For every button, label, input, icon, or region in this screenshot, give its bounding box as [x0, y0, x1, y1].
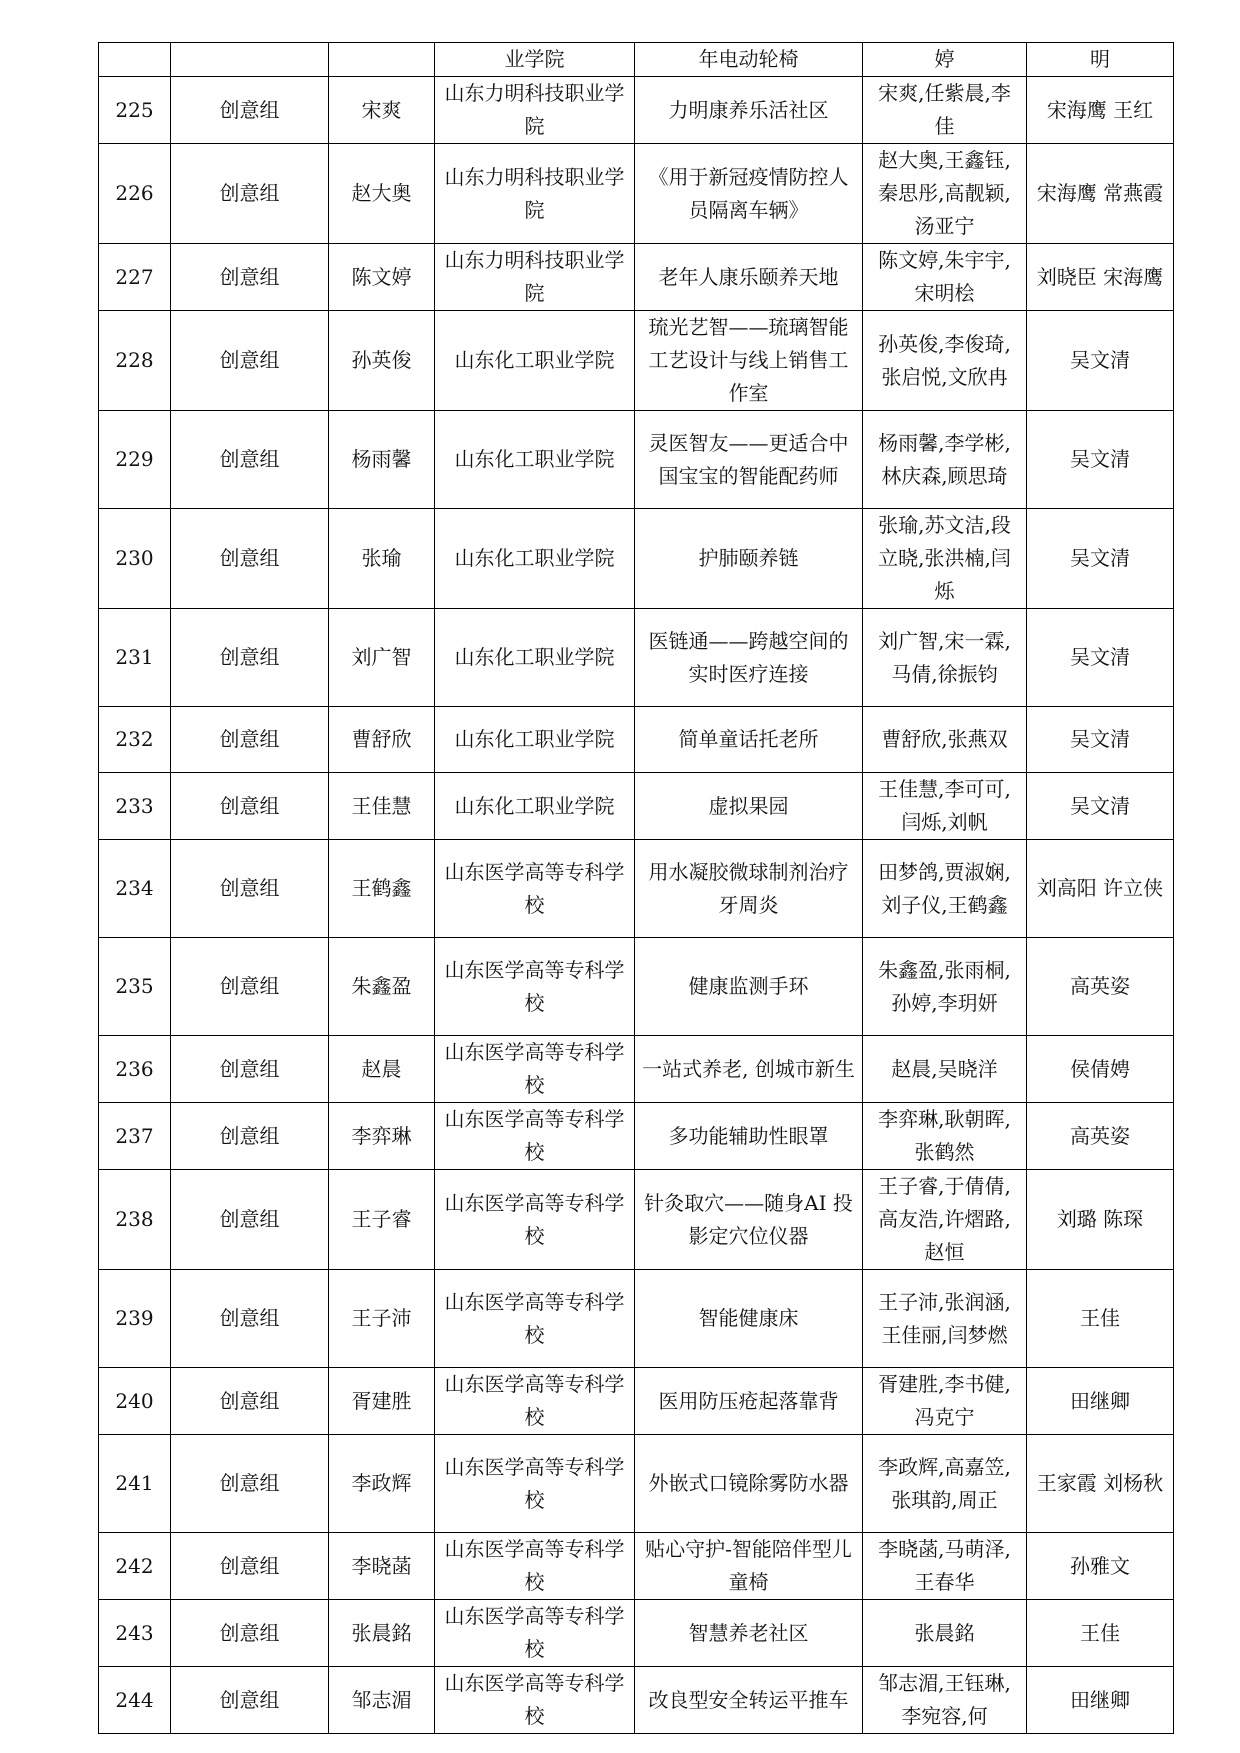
table-row: [99, 244, 1174, 311]
cell-advisor: 孙雅文: [1027, 1533, 1174, 1600]
cell-leader: [329, 43, 435, 77]
table-row: [99, 609, 1174, 707]
cell-leader: 王子沛: [329, 1270, 435, 1368]
cell-group: 创意组: [171, 1435, 329, 1533]
cell-school: 山东医学高等专科学校: [435, 1368, 635, 1435]
cell-leader: 李晓菡: [329, 1533, 435, 1600]
cell-project: 贴心守护-智能陪伴型儿童椅: [635, 1533, 863, 1600]
cell-advisor: 田继卿: [1027, 1368, 1174, 1435]
cell-advisor: 明: [1027, 43, 1174, 77]
cell-leader: 曹舒欣: [329, 707, 435, 773]
cell-project: 智慧养老社区: [635, 1600, 863, 1667]
cell-group: 创意组: [171, 411, 329, 509]
cell-members: 孙英俊,李俊琦,张启悦,文欣冉: [863, 311, 1027, 411]
table-row: [99, 840, 1174, 938]
cell-members: 田梦鸽,贾淑娴,刘子仪,王鹤鑫: [863, 840, 1027, 938]
cell-project: 健康监测手环: [635, 938, 863, 1036]
cell-group: [171, 43, 329, 77]
cell-leader: 张晨銘: [329, 1600, 435, 1667]
cell-project: 力明康养乐活社区: [635, 77, 863, 144]
cell-project: 《用于新冠疫情防控人员隔离车辆》: [635, 144, 863, 244]
cell-leader: 陈文婷: [329, 244, 435, 311]
cell-advisor: 吴文清: [1027, 311, 1174, 411]
cell-leader: 宋爽: [329, 77, 435, 144]
cell-members: 胥建胜,李书健,冯克宁: [863, 1368, 1027, 1435]
cell-school: 山东医学高等专科学校: [435, 1170, 635, 1270]
cell-num: 239: [99, 1270, 171, 1368]
cell-leader: 刘广智: [329, 609, 435, 707]
cell-school: 山东医学高等专科学校: [435, 1270, 635, 1368]
cell-leader: 孙英俊: [329, 311, 435, 411]
cell-advisor: 王佳: [1027, 1600, 1174, 1667]
cell-num: 226: [99, 144, 171, 244]
cell-leader: 杨雨馨: [329, 411, 435, 509]
table-row: [99, 509, 1174, 609]
cell-members: 李弈琳,耿朝晖,张鹤然: [863, 1103, 1027, 1170]
cell-members: 曹舒欣,张燕双: [863, 707, 1027, 773]
cell-project: 琉光艺智——琉璃智能工艺设计与线上销售工作室: [635, 311, 863, 411]
cell-num: 225: [99, 77, 171, 144]
table-row: [99, 1600, 1174, 1667]
cell-advisor: 田继卿: [1027, 1667, 1174, 1734]
cell-school: 山东化工职业学院: [435, 707, 635, 773]
cell-school: 山东医学高等专科学校: [435, 938, 635, 1036]
cell-group: 创意组: [171, 311, 329, 411]
cell-group: 创意组: [171, 773, 329, 840]
table-row: [99, 311, 1174, 411]
cell-school: 山东化工职业学院: [435, 509, 635, 609]
cell-group: 创意组: [171, 1600, 329, 1667]
cell-advisor: 高英姿: [1027, 1103, 1174, 1170]
table-row: [99, 1270, 1174, 1368]
cell-num: 232: [99, 707, 171, 773]
cell-school: 山东力明科技职业学院: [435, 144, 635, 244]
cell-num: 236: [99, 1036, 171, 1103]
cell-num: [99, 43, 171, 77]
cell-advisor: 吴文清: [1027, 509, 1174, 609]
cell-group: 创意组: [171, 609, 329, 707]
cell-advisor: 王佳: [1027, 1270, 1174, 1368]
cell-leader: 王佳慧: [329, 773, 435, 840]
cell-leader: 张瑜: [329, 509, 435, 609]
cell-school: 山东医学高等专科学校: [435, 1103, 635, 1170]
cell-school: 山东化工职业学院: [435, 609, 635, 707]
cell-group: 创意组: [171, 840, 329, 938]
cell-school: 业学院: [435, 43, 635, 77]
cell-num: 241: [99, 1435, 171, 1533]
cell-project: 多功能辅助性眼罩: [635, 1103, 863, 1170]
cell-num: 240: [99, 1368, 171, 1435]
table-row: [99, 77, 1174, 144]
cell-school: 山东力明科技职业学院: [435, 77, 635, 144]
cell-leader: 胥建胜: [329, 1368, 435, 1435]
cell-advisor: 侯倩娉: [1027, 1036, 1174, 1103]
cell-members: 李晓菡,马萌泽,王春华: [863, 1533, 1027, 1600]
cell-advisor: 刘璐 陈琛: [1027, 1170, 1174, 1270]
cell-members: 赵大奥,王鑫钰,秦思彤,高靓颖,汤亚宁: [863, 144, 1027, 244]
cell-leader: 王子睿: [329, 1170, 435, 1270]
cell-members: 邹志湄,王钰琳,李宛容,何: [863, 1667, 1027, 1734]
cell-project: 简单童话托老所: [635, 707, 863, 773]
table-row: [99, 707, 1174, 773]
cell-group: 创意组: [171, 1103, 329, 1170]
cell-members: 张瑜,苏文洁,段立晓,张洪楠,闫烁: [863, 509, 1027, 609]
table-row: [99, 144, 1174, 244]
cell-advisor: 高英姿: [1027, 938, 1174, 1036]
table-row: [99, 1435, 1174, 1533]
cell-school: 山东化工职业学院: [435, 311, 635, 411]
cell-group: 创意组: [171, 1667, 329, 1734]
cell-school: 山东医学高等专科学校: [435, 1533, 635, 1600]
cell-leader: 赵晨: [329, 1036, 435, 1103]
cell-project: 年电动轮椅: [635, 43, 863, 77]
cell-project: 灵医智友——更适合中国宝宝的智能配药师: [635, 411, 863, 509]
cell-school: 山东医学高等专科学校: [435, 1600, 635, 1667]
cell-advisor: 宋海鹰 王红: [1027, 77, 1174, 144]
cell-group: 创意组: [171, 144, 329, 244]
cell-project: 智能健康床: [635, 1270, 863, 1368]
cell-num: 229: [99, 411, 171, 509]
table-row: [99, 411, 1174, 509]
cell-members: 李政辉,高嘉笠,张琪韵,周正: [863, 1435, 1027, 1533]
cell-num: 233: [99, 773, 171, 840]
table-row: [99, 1170, 1174, 1270]
cell-num: 238: [99, 1170, 171, 1270]
cell-num: 235: [99, 938, 171, 1036]
cell-school: 山东医学高等专科学校: [435, 1036, 635, 1103]
cell-members: 朱鑫盈,张雨桐,孙婷,李玥妍: [863, 938, 1027, 1036]
cell-group: 创意组: [171, 1533, 329, 1600]
table-row: [99, 773, 1174, 840]
cell-num: 242: [99, 1533, 171, 1600]
cell-leader: 赵大奥: [329, 144, 435, 244]
cell-project: 虚拟果园: [635, 773, 863, 840]
cell-project: 改良型安全转运平推车: [635, 1667, 863, 1734]
cell-group: 创意组: [171, 244, 329, 311]
table-row: [99, 1103, 1174, 1170]
cell-advisor: 吴文清: [1027, 609, 1174, 707]
cell-num: 227: [99, 244, 171, 311]
cell-members: 王子睿,于倩倩,高友浩,许熠路,赵恒: [863, 1170, 1027, 1270]
cell-project: 医用防压疮起落靠背: [635, 1368, 863, 1435]
cell-num: 244: [99, 1667, 171, 1734]
cell-members: 赵晨,吴晓洋: [863, 1036, 1027, 1103]
cell-leader: 李政辉: [329, 1435, 435, 1533]
cell-advisor: 刘晓臣 宋海鹰: [1027, 244, 1174, 311]
cell-num: 228: [99, 311, 171, 411]
cell-leader: 李弈琳: [329, 1103, 435, 1170]
cell-project: 外嵌式口镜除雾防水器: [635, 1435, 863, 1533]
cell-num: 231: [99, 609, 171, 707]
cell-project: 用水凝胶微球制剂治疗牙周炎: [635, 840, 863, 938]
cell-leader: 邹志湄: [329, 1667, 435, 1734]
cell-num: 243: [99, 1600, 171, 1667]
cell-advisor: 吴文清: [1027, 411, 1174, 509]
cell-members: 刘广智,宋一霖,马倩,徐振钧: [863, 609, 1027, 707]
cell-group: 创意组: [171, 77, 329, 144]
cell-advisor: 刘高阳 许立侠: [1027, 840, 1174, 938]
table-row-continued: [99, 43, 1174, 77]
cell-num: 230: [99, 509, 171, 609]
cell-group: 创意组: [171, 1368, 329, 1435]
cell-school: 山东医学高等专科学校: [435, 840, 635, 938]
cell-members: 宋爽,任紫晨,李佳: [863, 77, 1027, 144]
cell-school: 山东力明科技职业学院: [435, 244, 635, 311]
cell-group: 创意组: [171, 707, 329, 773]
cell-members: 王佳慧,李可可,闫烁,刘帆: [863, 773, 1027, 840]
cell-project: 医链通——跨越空间的实时医疗连接: [635, 609, 863, 707]
cell-advisor: 王家霞 刘杨秋: [1027, 1435, 1174, 1533]
cell-advisor: 吴文清: [1027, 773, 1174, 840]
cell-project: 一站式养老, 创城市新生: [635, 1036, 863, 1103]
cell-advisor: 宋海鹰 常燕霞: [1027, 144, 1174, 244]
table-row: [99, 1667, 1174, 1734]
cell-members: 杨雨馨,李学彬,林庆森,顾思琦: [863, 411, 1027, 509]
cell-leader: 王鹤鑫: [329, 840, 435, 938]
cell-group: 创意组: [171, 1170, 329, 1270]
table-row: [99, 1036, 1174, 1103]
cell-group: 创意组: [171, 1036, 329, 1103]
cell-members: 婷: [863, 43, 1027, 77]
cell-advisor: 吴文清: [1027, 707, 1174, 773]
table-row: [99, 1368, 1174, 1435]
cell-members: 张晨銘: [863, 1600, 1027, 1667]
table-row: [99, 1533, 1174, 1600]
cell-num: 234: [99, 840, 171, 938]
cell-project: 护肺颐养链: [635, 509, 863, 609]
cell-school: 山东化工职业学院: [435, 411, 635, 509]
cell-num: 237: [99, 1103, 171, 1170]
cell-school: 山东医学高等专科学校: [435, 1667, 635, 1734]
cell-group: 创意组: [171, 1270, 329, 1368]
roster-table: [98, 42, 1174, 1734]
cell-project: 老年人康乐颐养天地: [635, 244, 863, 311]
cell-project: 针灸取穴——随身AI 投影定穴位仪器: [635, 1170, 863, 1270]
cell-group: 创意组: [171, 509, 329, 609]
cell-members: 王子沛,张润涵,王佳丽,闫梦燃: [863, 1270, 1027, 1368]
cell-school: 山东医学高等专科学校: [435, 1435, 635, 1533]
cell-members: 陈文婷,朱宇宇,宋明桧: [863, 244, 1027, 311]
cell-school: 山东化工职业学院: [435, 773, 635, 840]
cell-leader: 朱鑫盈: [329, 938, 435, 1036]
cell-group: 创意组: [171, 938, 329, 1036]
table-row: [99, 938, 1174, 1036]
